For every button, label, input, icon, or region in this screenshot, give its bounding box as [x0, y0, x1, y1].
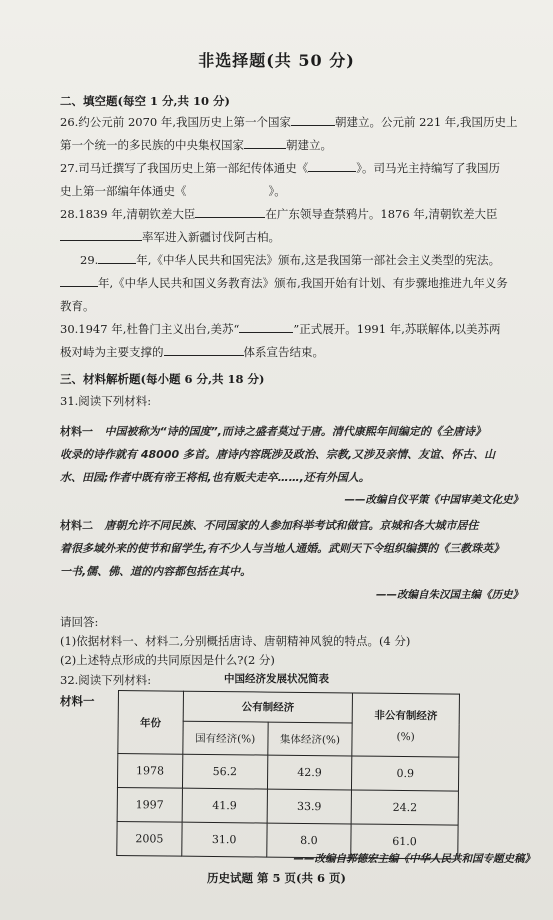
economy-table — [116, 690, 460, 860]
table-row — [117, 787, 458, 825]
cell-collective: 8.0 — [266, 823, 351, 858]
question-30: 30.1947 年,杜鲁门主义出台,美苏“ ”正式展开。1991 年,苏联解体,以美苏两 极对峙为主要支撑的 体系宣告结束。 — [60, 318, 520, 364]
answer-blank[interactable] — [308, 158, 356, 172]
answer-blank[interactable] — [239, 319, 293, 333]
q31-material-2: 材料二 唐朝允许不同民族、不同国家的人参加科举考试和做官。京城和各大城市居住 着很多域外来的使节和留学生,有不少人与当地人通婚。武则天下令组织编撰的《三教珠英》 一书,儒、佛、道的内容都包括在其中。 — [60, 519, 505, 578]
material-label: 材料一 — [60, 425, 93, 438]
cell-state: 41.9 — [182, 788, 267, 823]
cell-year: 1978 — [117, 754, 182, 789]
cell-nonpublic: 0.9 — [352, 756, 459, 791]
table-row — [117, 754, 458, 792]
cell-collective: 33.9 — [267, 789, 352, 824]
q31-material-2-source: ——改编自朱汉国主编《历史》 — [376, 589, 523, 601]
answer-blank[interactable] — [187, 182, 269, 195]
material-label: 材料一 — [60, 694, 95, 708]
q31-subquestion-1: (1)依据材料一、材料二,分别概括唐诗、唐朝精神风貌的特点。(4 分) — [60, 634, 411, 648]
question-26: 26.约公元前 2070 年,我国历史上第一个国家 朝建立。公元前 221 年,我国历史上 第一个统一的多民族的中央集权国家 朝建立。 — [60, 111, 520, 157]
header-collective-economy: 集体经济(%) — [267, 722, 352, 756]
answer-blank[interactable] — [164, 342, 244, 356]
q31-material-1: 材料一 中国被称为“诗的国度”,而诗之盛者莫过于唐。清代康熙年间编定的《全唐诗》 收录的诗作就有 48000 多首。唐诗内容既涉及政治、宗教,又涉及亲情、友谊、怀古、山 水、田园;作者中既有帝王将相,也有贩夫走卒……,还有外国人。 — [60, 425, 496, 484]
q31-ask-label: 请回答: — [60, 615, 99, 629]
question-31-intro: 31.阅读下列材料: — [60, 394, 152, 408]
cell-state: 56.2 — [182, 754, 267, 789]
header-public-economy: 公有制经济 — [183, 691, 353, 723]
answer-blank[interactable] — [291, 112, 335, 126]
page-title: 非选择题(共 50 分) — [198, 51, 355, 70]
q31-subquestion-2: (2)上述特点形成的共同原因是什么?(2 分) — [60, 653, 275, 667]
question-27: 27.司马迁撰写了我国历史上第一部纪传体通史《 》。司马光主持编写了我国历 史上第一部编年体通史《 》。 — [60, 157, 520, 203]
cell-collective: 42.9 — [267, 755, 352, 790]
answer-blank[interactable] — [98, 250, 136, 264]
answer-blank[interactable] — [60, 273, 98, 287]
header-year: 年份 — [118, 691, 183, 755]
q31-material-1-source: ——改编自仪平策《中国审美文化史》 — [344, 494, 523, 506]
page-footer: 历史试题 第 5 页(共 6 页) — [207, 871, 346, 885]
table-title: 中国经济发展状况简表 — [224, 673, 329, 685]
cell-year: 1997 — [117, 787, 182, 822]
cell-nonpublic: 61.0 — [351, 824, 458, 859]
answer-blank[interactable] — [244, 135, 286, 149]
material-label: 材料二 — [60, 519, 93, 532]
section-heading-material: 三、材料解析题(每小题 6 分,共 18 分) — [60, 372, 265, 386]
cell-state: 31.0 — [182, 822, 267, 857]
question-29: 29. 年,《中华人民共和国宪法》颁布,这是我国第一部社会主义类型的宪法。 年,《中华人民共和国义务教育法》颁布,我国开始有计划、有步骤地推进九年义务 教育。 — [60, 249, 520, 318]
header-state-economy: 国有经济(%) — [183, 721, 268, 755]
cell-year: 2005 — [117, 821, 182, 856]
q32-table-source: ——改编自郭德宏主编《中华人民共和国专题史稿》 — [293, 853, 535, 865]
cell-nonpublic: 24.2 — [351, 790, 458, 825]
section-heading-fill-in: 二、填空题(每空 1 分,共 10 分) — [60, 94, 230, 108]
question-28: 28.1839 年,清朝钦差大臣 在广东领导查禁鸦片。1876 年,清朝钦差大臣 率军进入新疆讨伐阿古柏。 — [60, 203, 520, 249]
answer-blank[interactable] — [60, 227, 142, 241]
header-nonpublic-economy: 非公有制经济 (%) — [352, 693, 459, 757]
answer-blank[interactable] — [195, 204, 265, 218]
question-32-intro: 32.阅读下列材料: — [60, 673, 152, 687]
